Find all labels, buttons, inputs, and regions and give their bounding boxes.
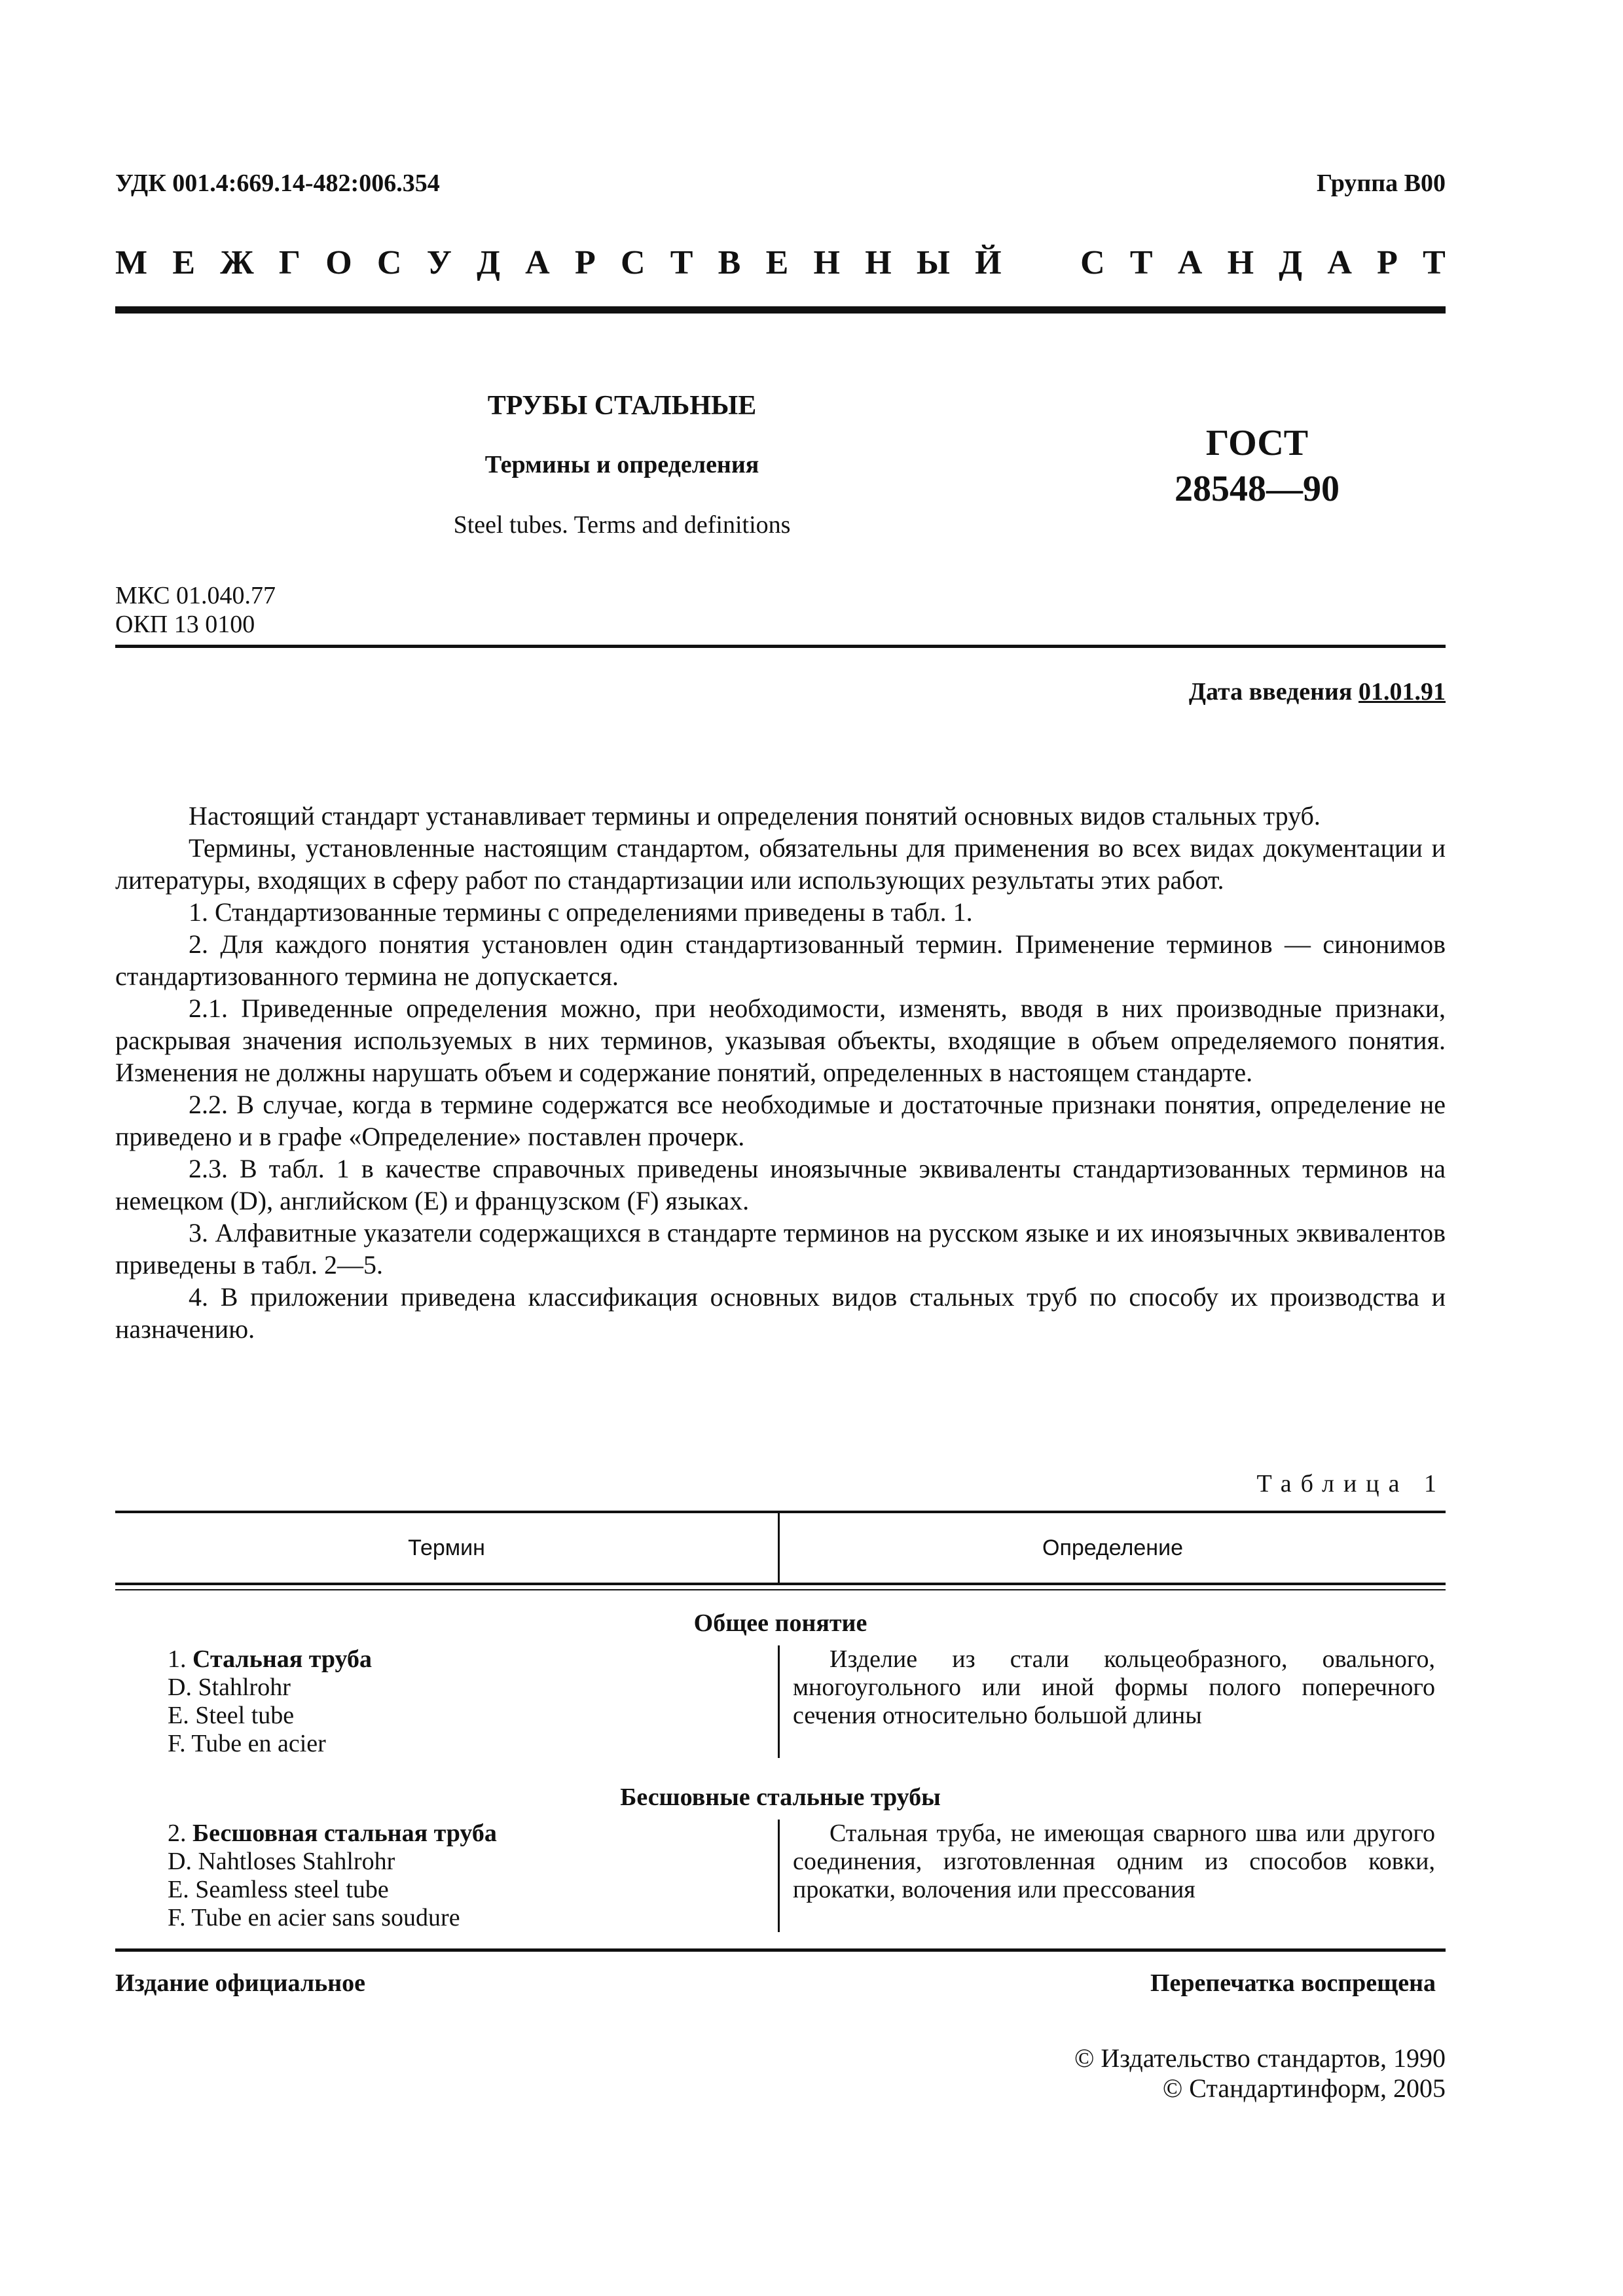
copyright-block bbox=[1074, 2043, 1446, 2104]
banner-letter: Н bbox=[865, 244, 892, 281]
body-paragraph: 4. В приложении приведена классификация основных видов стальных труб по способу их производства и назначению. bbox=[115, 1282, 1446, 1344]
banner-letter: Н bbox=[813, 244, 840, 281]
english-title: Steel tubes. Terms and definitions bbox=[453, 511, 791, 539]
equivalent-french: F. Tube en acier bbox=[168, 1730, 326, 1757]
banner-letter: М bbox=[115, 244, 148, 281]
term-cell bbox=[115, 1645, 778, 1758]
banner-letter: Д bbox=[477, 244, 500, 281]
gost-label: ГОСТ bbox=[1205, 423, 1309, 463]
term-number: 2. bbox=[168, 1820, 187, 1847]
column-definition-header: Определение bbox=[1042, 1535, 1183, 1560]
standard-banner bbox=[115, 243, 1446, 282]
table-row bbox=[115, 1820, 1446, 1932]
banner-letter: С bbox=[376, 244, 402, 281]
introduction-date bbox=[1189, 677, 1446, 706]
section-heading: Общее понятие bbox=[693, 1609, 867, 1637]
date-value: 01.01.91 bbox=[1359, 678, 1446, 706]
equivalent-english: E. Steel tube bbox=[168, 1702, 295, 1729]
table-header bbox=[115, 1511, 1446, 1585]
group-code: Группа В00 bbox=[1316, 170, 1446, 197]
banner-word-gap bbox=[1027, 243, 1055, 282]
banner-letter: Т bbox=[670, 244, 693, 281]
equivalent-german: D. Nahtloses Stahlrohr bbox=[168, 1848, 395, 1875]
definition-text: Стальная труба, не имеющая сварного шва или другого соединения, изготовленная одним из способов ковки, прокатки, волочения или прессования bbox=[793, 1820, 1435, 1903]
banner-letter: А bbox=[1177, 244, 1203, 281]
okp-code: ОКП 13 0100 bbox=[115, 611, 255, 638]
column-term-header: Термин bbox=[115, 1513, 780, 1583]
body-text bbox=[115, 800, 1446, 1345]
table-caption: Таблица 1 bbox=[1256, 1470, 1446, 1498]
banner-letter: У bbox=[426, 244, 452, 281]
gost-number: 28548—90 bbox=[1175, 469, 1340, 509]
udk-code: УДК 001.4:669.14-482:006.354 bbox=[115, 170, 440, 197]
banner-letter: Е bbox=[172, 244, 196, 281]
date-label: Дата введения bbox=[1188, 678, 1353, 706]
body-paragraph: 3. Алфавитные указатели содержащихся в стандарте терминов на русском языке и их иноязычных эквивалентов приведены в табл. 2—5. bbox=[115, 1218, 1446, 1280]
banner-letter: С bbox=[1080, 244, 1105, 281]
equivalent-german: D. Stahlrohr bbox=[168, 1674, 291, 1701]
edition-note: Издание официальное bbox=[115, 1969, 366, 1997]
definition-text: Изделие из стали кольцеобразного, овального, многоугольного или иной формы полого поперечного сечения относительно большой длины bbox=[793, 1645, 1435, 1729]
banner-letter: Е bbox=[765, 244, 789, 281]
banner-letter: Т bbox=[1423, 244, 1446, 281]
body-paragraph: Настоящий стандарт устанавливает термины и определения понятий основных видов стальных труб. bbox=[189, 801, 1321, 831]
term-name: Стальная труба bbox=[192, 1645, 373, 1673]
body-paragraph: 2.2. В случае, когда в термине содержатся все необходимые и достаточные признаки понятия, определение не приведено и в графе «Определение» поставлен прочерк. bbox=[115, 1090, 1446, 1151]
copyright-line: © Стандартинформ, 2005 bbox=[1162, 2073, 1446, 2103]
banner-letter: О bbox=[325, 244, 352, 281]
definition-cell bbox=[778, 1820, 1446, 1932]
body-paragraph: 2. Для каждого понятия установлен один стандартизованный термин. Применение терминов — синонимов стандартизованного термина не допускается. bbox=[115, 929, 1446, 991]
banner-letter: С bbox=[620, 244, 646, 281]
banner-letter: Д bbox=[1279, 244, 1303, 281]
banner-letter: А bbox=[1327, 244, 1352, 281]
gost-designation bbox=[1126, 420, 1388, 512]
definition-cell bbox=[778, 1645, 1446, 1758]
banner-letter: Ы bbox=[916, 244, 950, 281]
copyright-line: © Издательство стандартов, 1990 bbox=[1074, 2043, 1446, 2073]
banner-letter: Р bbox=[1377, 244, 1398, 281]
body-paragraph: 2.3. В табл. 1 в качестве справочных приведены иноязычные эквиваленты стандартизованных терминов на немецком (D), английском (E) и французском (F) языках. bbox=[115, 1154, 1446, 1215]
banner-letter: Г bbox=[278, 244, 301, 281]
footer-rule bbox=[115, 1948, 1446, 1952]
equivalent-french: F. Tube en acier sans soudure bbox=[168, 1904, 460, 1931]
banner-letter: Ж bbox=[220, 244, 254, 281]
table-row bbox=[115, 1645, 1446, 1758]
top-rule bbox=[115, 306, 1446, 314]
reprint-note: Перепечатка воспрещена bbox=[1150, 1969, 1436, 1997]
body-paragraph: Термины, установленные настоящим стандартом, обязательны для применения во всех видах документации и литературы, входящих в сферу работ по стандартизации или использующих результаты этих работ. bbox=[115, 833, 1446, 895]
body-paragraph: 1. Стандартизованные термины с определениями приведены в табл. 1. bbox=[189, 897, 973, 927]
mks-code: МКС 01.040.77 bbox=[115, 582, 276, 609]
banner-letter: Р bbox=[574, 244, 596, 281]
banner-letter: Й bbox=[975, 244, 1002, 281]
terms-table bbox=[115, 1511, 1446, 1932]
document-title: ТРУБЫ СТАЛЬНЫЕ bbox=[487, 391, 757, 421]
section-heading: Бесшовные стальные трубы bbox=[620, 1784, 941, 1811]
banner-letter: А bbox=[525, 244, 550, 281]
term-number: 1. bbox=[168, 1645, 187, 1673]
document-subtitle: Термины и определения bbox=[484, 451, 759, 478]
banner-letter: В bbox=[718, 244, 741, 281]
middle-rule bbox=[115, 645, 1446, 648]
term-cell bbox=[115, 1820, 778, 1932]
body-paragraph: 2.1. Приведенные определения можно, при необходимости, изменять, вводя в них производные признаки, раскрывая значения используемых в них терминов, указывая объекты, входящие в объем определяемого понятия. Изменения не должны нарушать объем и содержание понятий, определенных в настоящем стандарте. bbox=[115, 994, 1446, 1087]
banner-letter: Т bbox=[1129, 244, 1153, 281]
equivalent-english: E. Seamless steel tube bbox=[168, 1876, 389, 1903]
term-name: Бесшовная стальная труба bbox=[192, 1820, 497, 1847]
classification-codes bbox=[115, 581, 276, 639]
banner-letter: Н bbox=[1227, 244, 1254, 281]
